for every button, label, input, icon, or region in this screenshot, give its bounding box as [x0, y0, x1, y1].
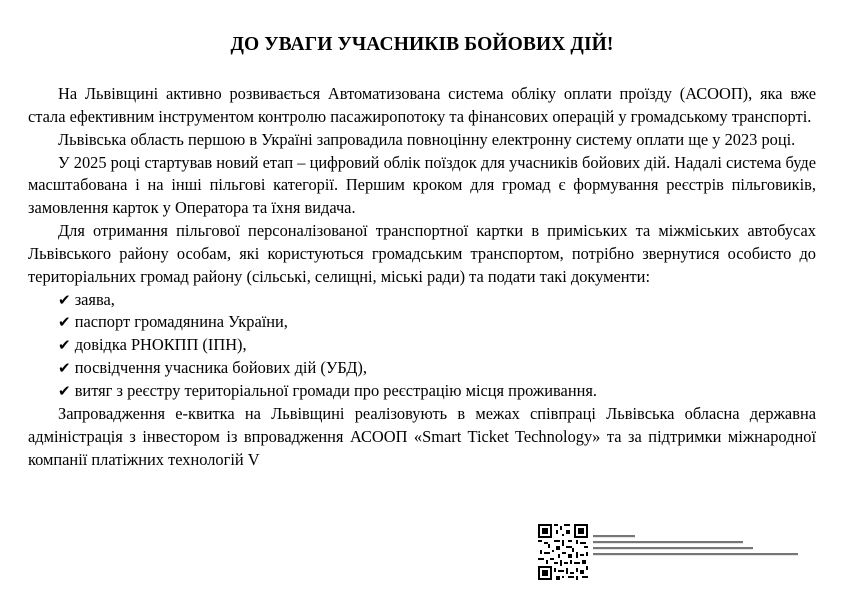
check-icon: ✔ — [58, 290, 71, 309]
page-title: ДО УВАГИ УЧАСНИКІВ БОЙОВИХ ДІЙ! — [230, 34, 614, 55]
list-item-text: довідка РНОКПП (ІПН), — [74, 335, 247, 355]
list-item — [28, 380, 816, 403]
paragraph-partnership: Запровадження е-квитка на Львівщині реалізовують в межах співпраці Львівська обласна державна адміністрація з інвестором із впровадження АСООП «Smart Ticket Technology» та за підтримки міжнародної компанії платіжних технологій V — [28, 403, 816, 469]
paragraph-new-stage: У 2025 році стартував новий етап – цифровий облік поїздок для учасників бойових дій. Надалі система буде масштабована і на інші пільгові категорії. Першим кроком для громад є формування реєстрів пільговиків, замовлення карток у Оператора та їхня видача. — [28, 152, 816, 218]
list-item — [28, 311, 816, 334]
check-icon: ✔ — [58, 313, 71, 332]
paragraph-card-instructions — [28, 220, 816, 289]
list-item-text: посвідчення учасника бойових дій (УБД), — [74, 358, 367, 378]
qr-code-icon — [538, 524, 588, 580]
list-item-text: паспорт громадянина України, — [74, 312, 288, 332]
check-icon: ✔ — [58, 336, 71, 355]
digital-signature-stamp-text — [593, 534, 803, 571]
list-item — [28, 334, 816, 357]
check-icon: ✔ — [58, 381, 71, 400]
document-page — [28, 0, 816, 595]
paragraph-asoop-intro: На Львівщині активно розвивається Автоматизована система обліку оплати проїзду (АСООП), яка вже стала ефективним інструментом контролю пасажиропотоку та фінансових операцій у громадському транспорті. — [28, 84, 816, 126]
list-item — [28, 357, 816, 380]
paragraph-first-in-ukraine: Львівська область першою в Україні запровадила повноцінну електронну систему оплати ще у 2023 році. — [58, 129, 796, 149]
list-item-text: витяг з реєстру територіальної громади про реєстрацію місця проживання. — [74, 380, 598, 400]
signature-stamp — [538, 524, 808, 584]
list-item-text: заява, — [74, 289, 115, 309]
paragraph-card-instructions-text: Для отримання пільгової персоналізованої транспортної картки в приміських та міжміських автобусах Львівського району особам, які користуються громадським транспортом, потрібно звернутися особисто до територіальних громад району (сільські, селищні, міські ради) та подати такі документи: — [28, 221, 816, 286]
document-body — [28, 83, 816, 471]
check-icon: ✔ — [58, 359, 71, 378]
list-item — [28, 289, 816, 312]
documents-list — [28, 289, 816, 403]
